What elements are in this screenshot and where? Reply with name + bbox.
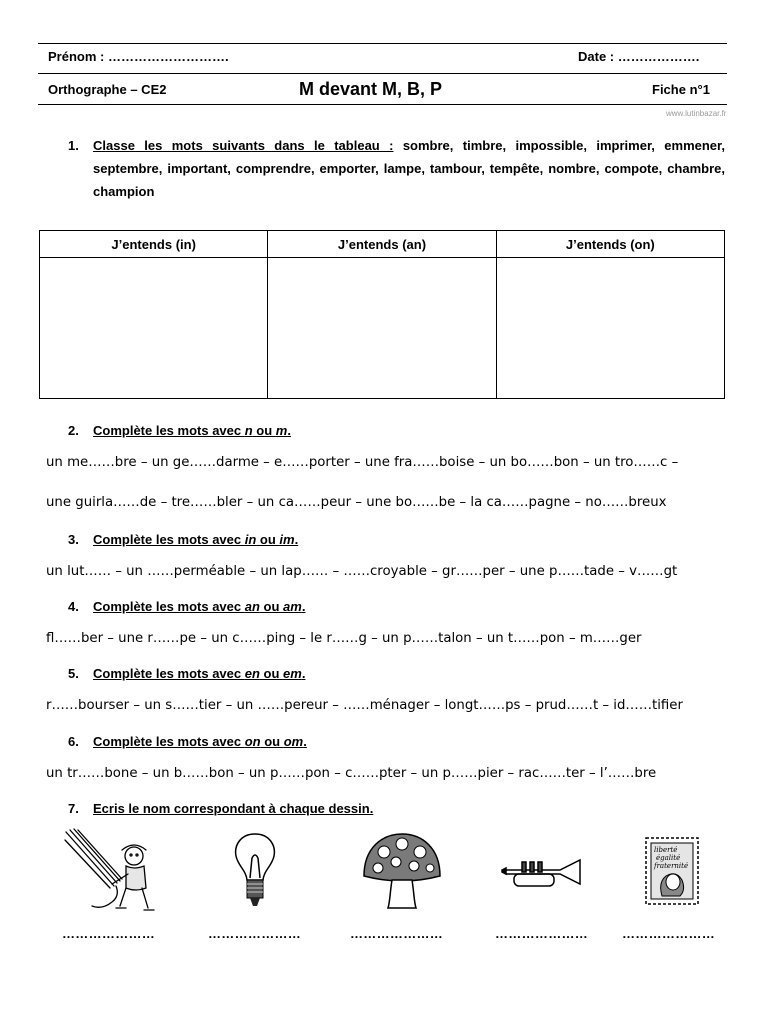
answer-blank-3[interactable]: ………………… — [350, 926, 444, 941]
header-top-rule — [38, 43, 727, 44]
ex1-number: 1. — [68, 138, 79, 153]
ex2-label-or: ou — [252, 423, 276, 438]
ex4-line-1[interactable]: fl……ber – une r……pe – un c……ping – le r……g – un p……talon – un t……pon – m……ger — [46, 631, 642, 646]
table-header-in: J’entends (in) — [40, 231, 268, 258]
table-cell-on[interactable] — [496, 258, 724, 399]
ex6-label-or: ou — [260, 734, 284, 749]
ex3-option-1: in — [244, 532, 257, 547]
lightbulb-icon — [232, 832, 278, 910]
mushroom-icon — [360, 830, 444, 912]
page-title: M devant M, B, P — [299, 79, 443, 99]
ex6-option-1: on — [244, 734, 261, 749]
ex4-label-or: ou — [259, 599, 284, 614]
ex2-line-2[interactable]: une guirla……de – tre……bler – un ca……peur – une bo……be – la ca……pagne – no……breux — [46, 495, 667, 510]
ex3-label-end: . — [294, 532, 299, 547]
answer-blank-2[interactable]: ………………… — [208, 926, 302, 941]
ex5-label-or: ou — [259, 666, 284, 681]
ex2-label-end: . — [287, 423, 291, 438]
ex5-option-1: en — [244, 666, 260, 681]
header-middle-rule — [38, 73, 727, 74]
table-cell-in[interactable] — [40, 258, 268, 399]
ex5-number: 5. — [68, 666, 79, 681]
ex4-label-end: . — [301, 599, 306, 614]
ex4-number: 4. — [68, 599, 79, 614]
ex3-label: Complète les mots avec — [93, 532, 245, 547]
ex2-option-1: n — [244, 423, 253, 438]
ex2-line-1[interactable]: un me……bre – un ge……darme – e……porter – une fra……boise – un bo……bon – un tro……c – — [46, 455, 679, 470]
fiche-number: Fiche n°1 — [652, 82, 710, 97]
ex7-instruction — [93, 801, 373, 816]
date-field: Date : ………………. — [578, 49, 700, 64]
ex7-number: 7. — [68, 801, 79, 816]
ex3-label-or: ou — [256, 532, 280, 547]
stamp-icon — [644, 836, 700, 906]
ex1-word-list: sombre, timbre, impossible, imprimer, emmener, septembre, important, comprendre, emporter, lampe, tambour, tempête, nombre, compote, chambre, champion — [93, 138, 725, 199]
ex4-instruction — [93, 599, 305, 614]
ex6-label: Complète les mots avec — [93, 734, 245, 749]
ex6-instruction — [93, 734, 307, 749]
ex5-option-2: em — [283, 666, 302, 681]
table-header-on: J’entends (on) — [496, 231, 724, 258]
firefighter-icon — [62, 826, 162, 916]
ex2-option-2: m — [275, 423, 288, 438]
ex5-label: Complète les mots avec — [93, 666, 245, 681]
header-bottom-rule — [38, 104, 727, 105]
subject-label: Orthographe – CE2 — [48, 82, 167, 97]
answer-blank-1[interactable]: ………………… — [62, 926, 156, 941]
trumpet-icon — [500, 852, 590, 892]
ex1-label: Classe les mots suivants dans le tableau : — [93, 138, 394, 153]
table-header-an: J’entends (an) — [268, 231, 496, 258]
ex2-number: 2. — [68, 423, 79, 438]
ex5-instruction — [93, 666, 305, 681]
ex5-line-1[interactable]: r……bourser – un s……tier – un ……pereur – ……ménager – longt……ps – prud……t – id……tifier — [46, 698, 683, 713]
source-url: www.lutinbazar.fr — [666, 109, 727, 118]
ex6-line-1[interactable]: un tr……bone – un b……bon – un p……pon – c……pter – un p……pier – rac……ter – l’……bre — [46, 766, 657, 781]
ex3-number: 3. — [68, 532, 79, 547]
answer-blank-4[interactable]: ………………… — [495, 926, 589, 941]
stamp-text-1: liberté — [654, 846, 678, 854]
answer-blank-5[interactable]: ………………… — [622, 926, 716, 941]
ex6-number: 6. — [68, 734, 79, 749]
ex2-label: Complète les mots avec — [93, 423, 245, 438]
ex4-option-1: an — [244, 599, 260, 614]
ex4-label: Complète les mots avec — [93, 599, 245, 614]
ex6-label-end: . — [303, 734, 307, 749]
ex7-label: Ecris le nom correspondant à chaque dessin. — [93, 801, 374, 816]
ex5-label-end: . — [301, 666, 306, 681]
stamp-text-2: égalité — [656, 854, 681, 862]
ex4-option-2: am — [283, 599, 302, 614]
ex2-instruction — [93, 423, 291, 438]
table-cell-an[interactable] — [268, 258, 496, 399]
ex3-option-2: im — [279, 532, 295, 547]
prenom-field: Prénom : ………………………. — [48, 49, 229, 64]
ex6-option-2: om — [283, 734, 304, 749]
sort-table — [39, 230, 725, 399]
ex1-instruction — [93, 134, 725, 203]
stamp-text-3: fraternité — [654, 862, 689, 870]
ex3-instruction — [93, 532, 298, 547]
ex3-line-1[interactable]: un lut…… – un ……perméable – un lap…… – ……croyable – gr……per – une p……tade – v……gt — [46, 564, 678, 579]
